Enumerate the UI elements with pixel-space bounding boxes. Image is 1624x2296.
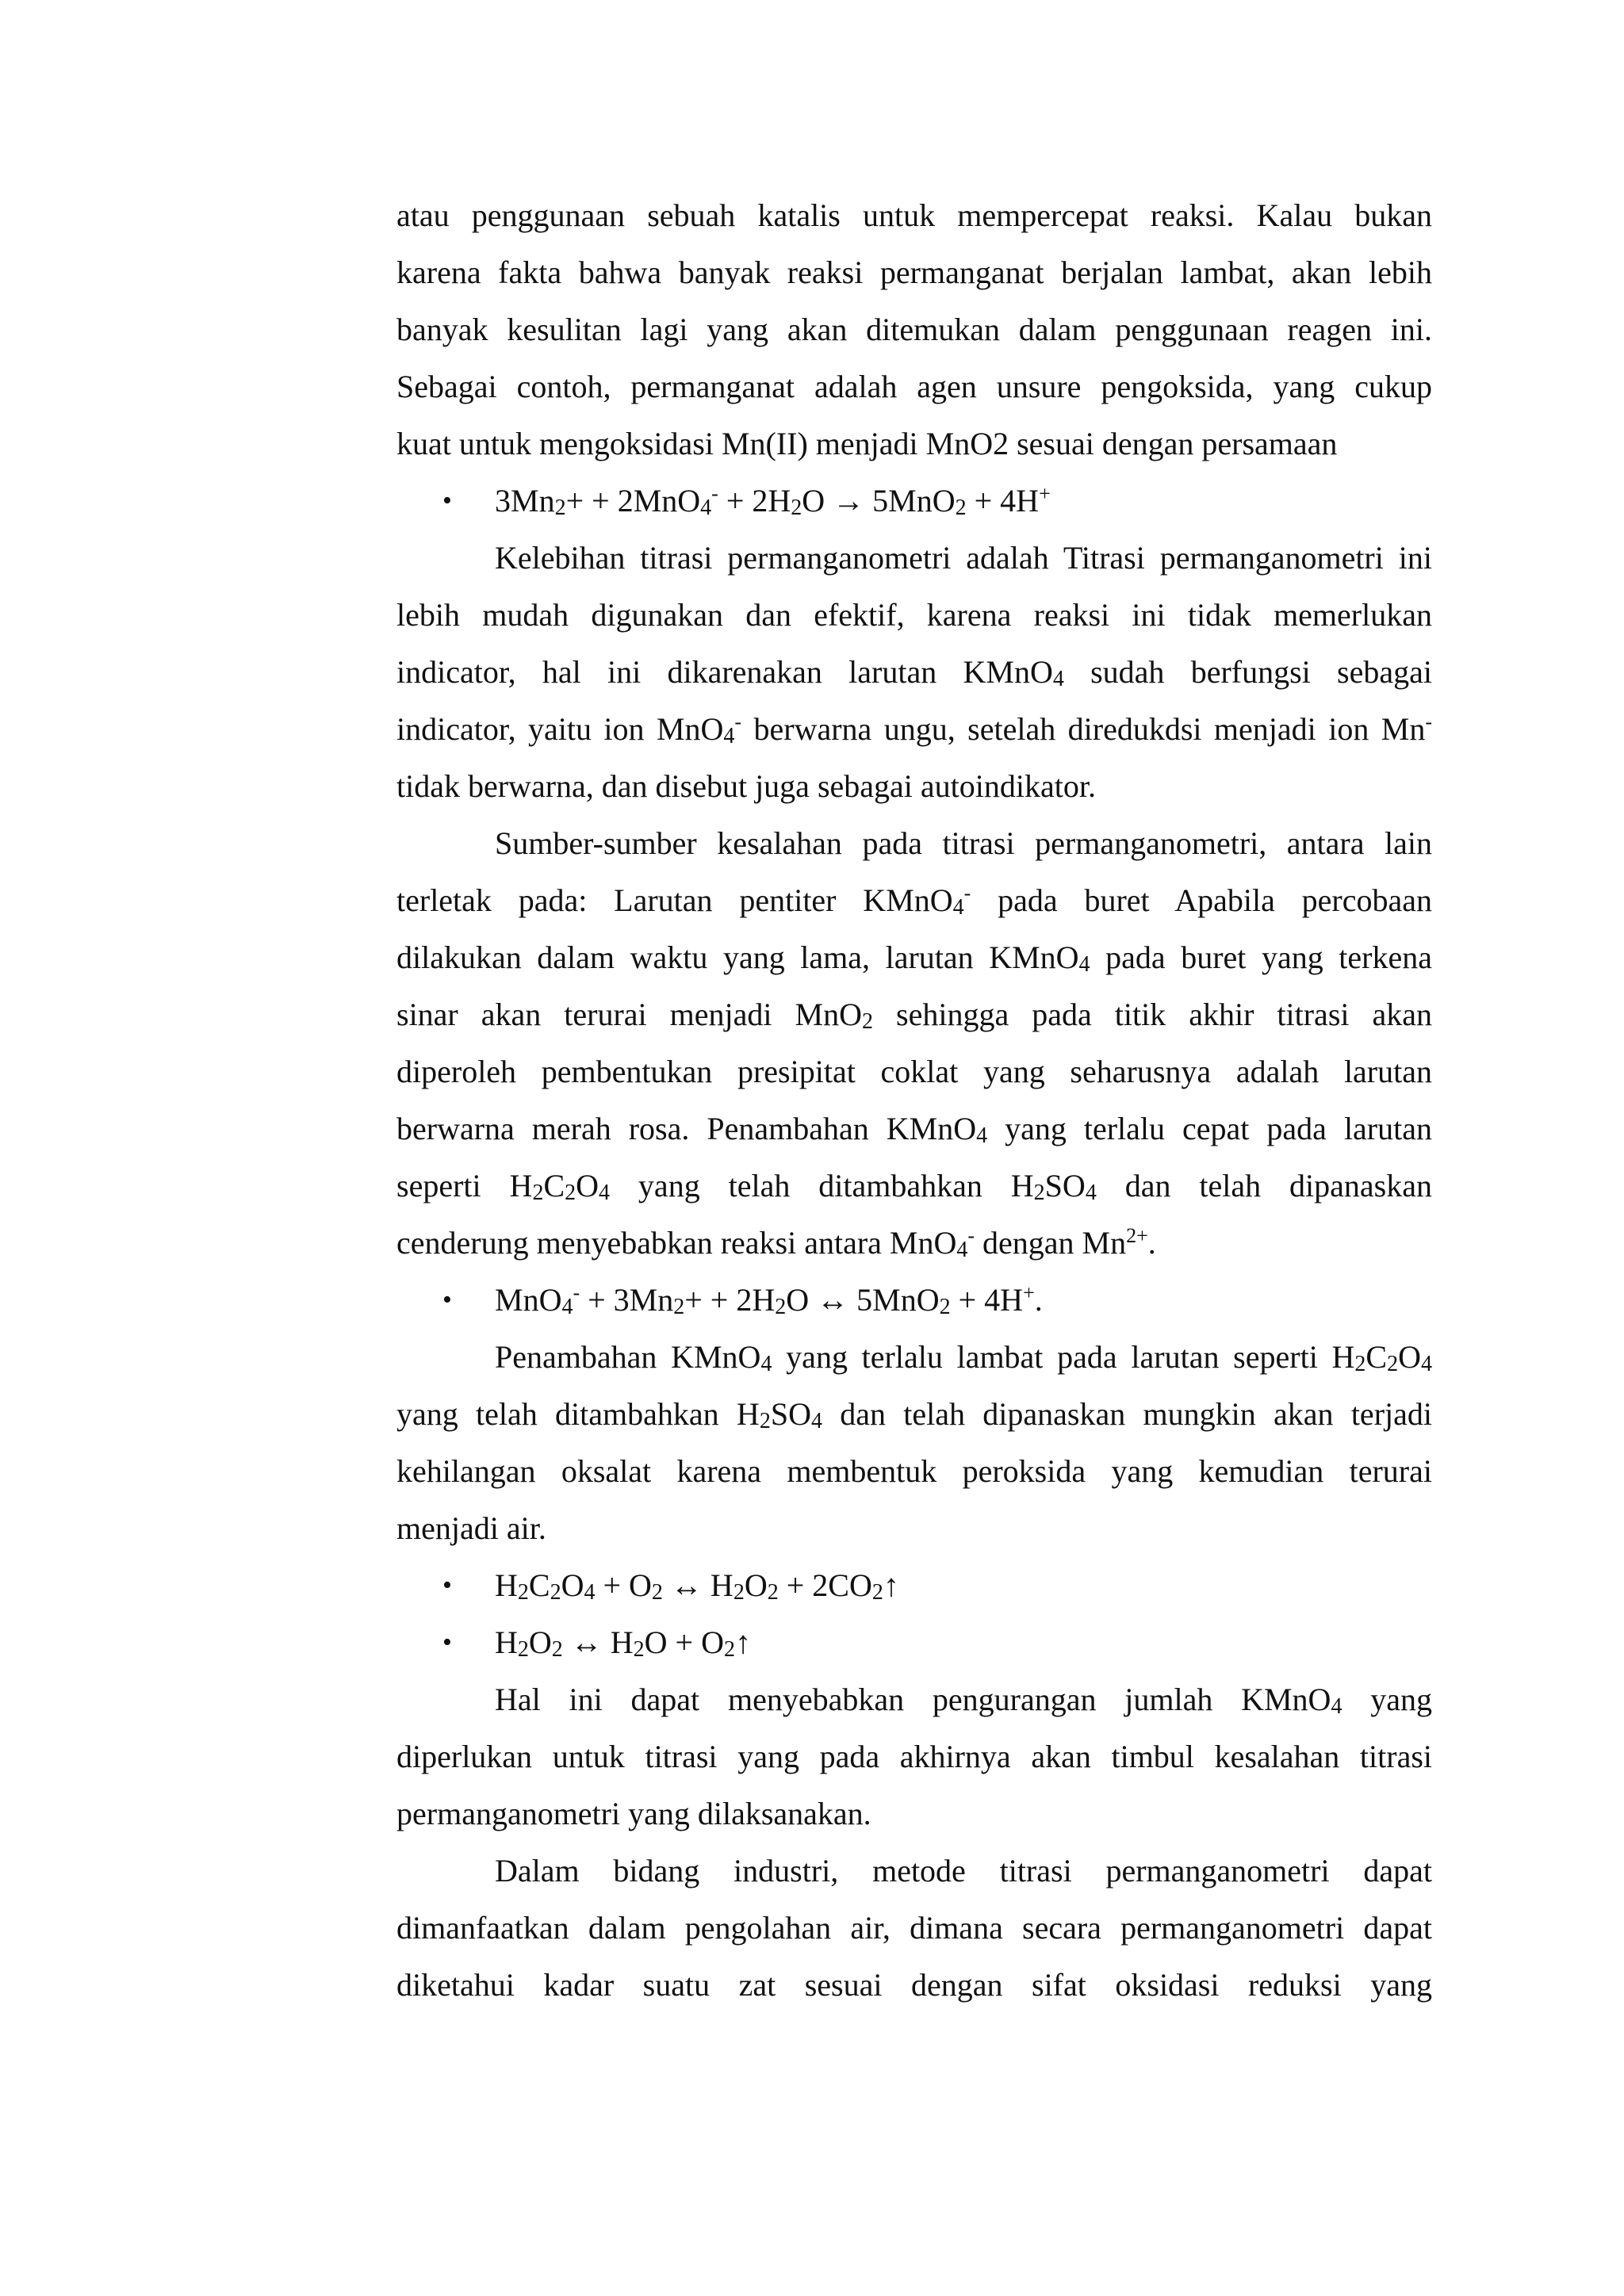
paragraph-line: diperoleh pembentukan presipitat coklat yang seharusnya adalah larutan: [396, 1054, 1432, 1089]
paragraph-line: Penambahan KMnO$_4$ yang terlalu lambat pada larutan seperti $H_2C_2O_4$: [495, 1339, 1432, 1376]
paragraph-line: terletak pada: Larutan pentiter KMnO$_4$- pada buret Apabila percobaan: [396, 882, 1432, 920]
paragraph-line: kuat untuk mengoksidasi Mn(II) menjadi MnO2 sesuai dengan persamaan: [396, 426, 1338, 461]
bullet-icon: •: [442, 486, 452, 515]
paragraph-line: tidak berwarna, dan disebut juga sebagai autoindikator.: [396, 768, 1096, 804]
paragraph-line: sinar akan terurai menjadi MnO$_2$ sehingga pada titik akhir titrasi akan: [396, 997, 1433, 1034]
paragraph-line: dilakukan dalam waktu yang lama, larutan KMnO$_4$ pada buret yang terkena: [396, 939, 1432, 977]
paragraph-line: Hal ini dapat menyebabkan pengurangan jumlah KMnO$_4$ yang: [495, 1682, 1432, 1719]
paragraph-line: Dalam bidang industri, metode titrasi permanganometri dapat: [495, 1853, 1432, 1888]
paragraph-line: karena fakta bahwa banyak reaksi permanganat berjalan lambat, akan lebih: [396, 254, 1432, 290]
equation-text: $3Mn_2+ + 2MnO_4^- + 2H_2O \to 5MnO_2 + 4H^+$: [495, 482, 1051, 520]
bullet-icon: •: [442, 1571, 452, 1600]
paragraph-line: kehilangan oksalat karena membentuk peroksida yang kemudian terurai: [396, 1453, 1432, 1489]
paragraph-line: yang telah ditambahkan $H_2SO_4$ dan telah dipanaskan mungkin akan terjadi: [396, 1396, 1432, 1433]
paragraph-line: lebih mudah digunakan dan efektif, karena reaksi ini tidak memerlukan: [396, 597, 1432, 633]
paragraph-line: Sumber-sumber kesalahan pada titrasi permanganometri, antara lain: [495, 825, 1432, 861]
paragraph-line: Kelebihan titrasi permanganometri adalah Titrasi permanganometri ini: [495, 540, 1432, 576]
paragraph-line: banyak kesulitan lagi yang akan ditemukan dalam penggunaan reagen ini.: [396, 312, 1432, 347]
paragraph-line: permanganometri yang dilaksanakan.: [396, 1796, 871, 1831]
paragraph-line: indicator, hal ini dikarenakan larutan KMnO$_4$ sudah berfungsi sebagai: [396, 654, 1432, 691]
paragraph-line: dimanfaatkan dalam pengolahan air, dimana secara permanganometri dapat: [396, 1910, 1432, 1946]
paragraph-line: seperti $H_2C_2O_4$ yang telah ditambahkan $H_2SO_4$ dan telah dipanaskan: [396, 1168, 1432, 1205]
paragraph-line: Sebagai contoh, permanganat adalah agen unsure pengoksida, yang cukup: [396, 369, 1432, 404]
paragraph-line: atau penggunaan sebuah katalis untuk mempercepat reaksi. Kalau bukan: [396, 197, 1432, 233]
paragraph-line: cenderung menyebabkan reaksi antara MnO$_4$- dengan $Mn^{2+}$.: [396, 1224, 1156, 1262]
equation-text: $H_2C_2O_4 + O_2$ ↔ $H_2O_2$ + $2CO_2↑$: [495, 1567, 899, 1605]
paragraph-line: indicator, yaitu ion MnO$_4$- berwarna ungu, setelah diredukdsi menjadi ion Mn-: [396, 710, 1432, 748]
paragraph-line: berwarna merah rosa. Penambahan KMnO$_4$ yang terlalu cepat pada larutan: [396, 1111, 1432, 1148]
bullet-icon: •: [442, 1628, 452, 1657]
bullet-icon: •: [442, 1285, 452, 1314]
paragraph-line: diperlukan untuk titrasi yang pada akhirnya akan timbul kesalahan titrasi: [396, 1739, 1432, 1774]
paragraph-line: menjadi air.: [396, 1510, 546, 1546]
paragraph-line: diketahui kadar suatu zat sesuai dengan sifat oksidasi reduksi yang: [396, 1967, 1432, 2003]
equation-text: $MnO_4^- + 3Mn_2+ + 2H_2O$ ↔ 5MnO$_2$ + 4H+.: [495, 1281, 1043, 1319]
equation-text: $H_2O_2$ ↔ $H_2O$ + $O_2↑$: [495, 1624, 752, 1662]
